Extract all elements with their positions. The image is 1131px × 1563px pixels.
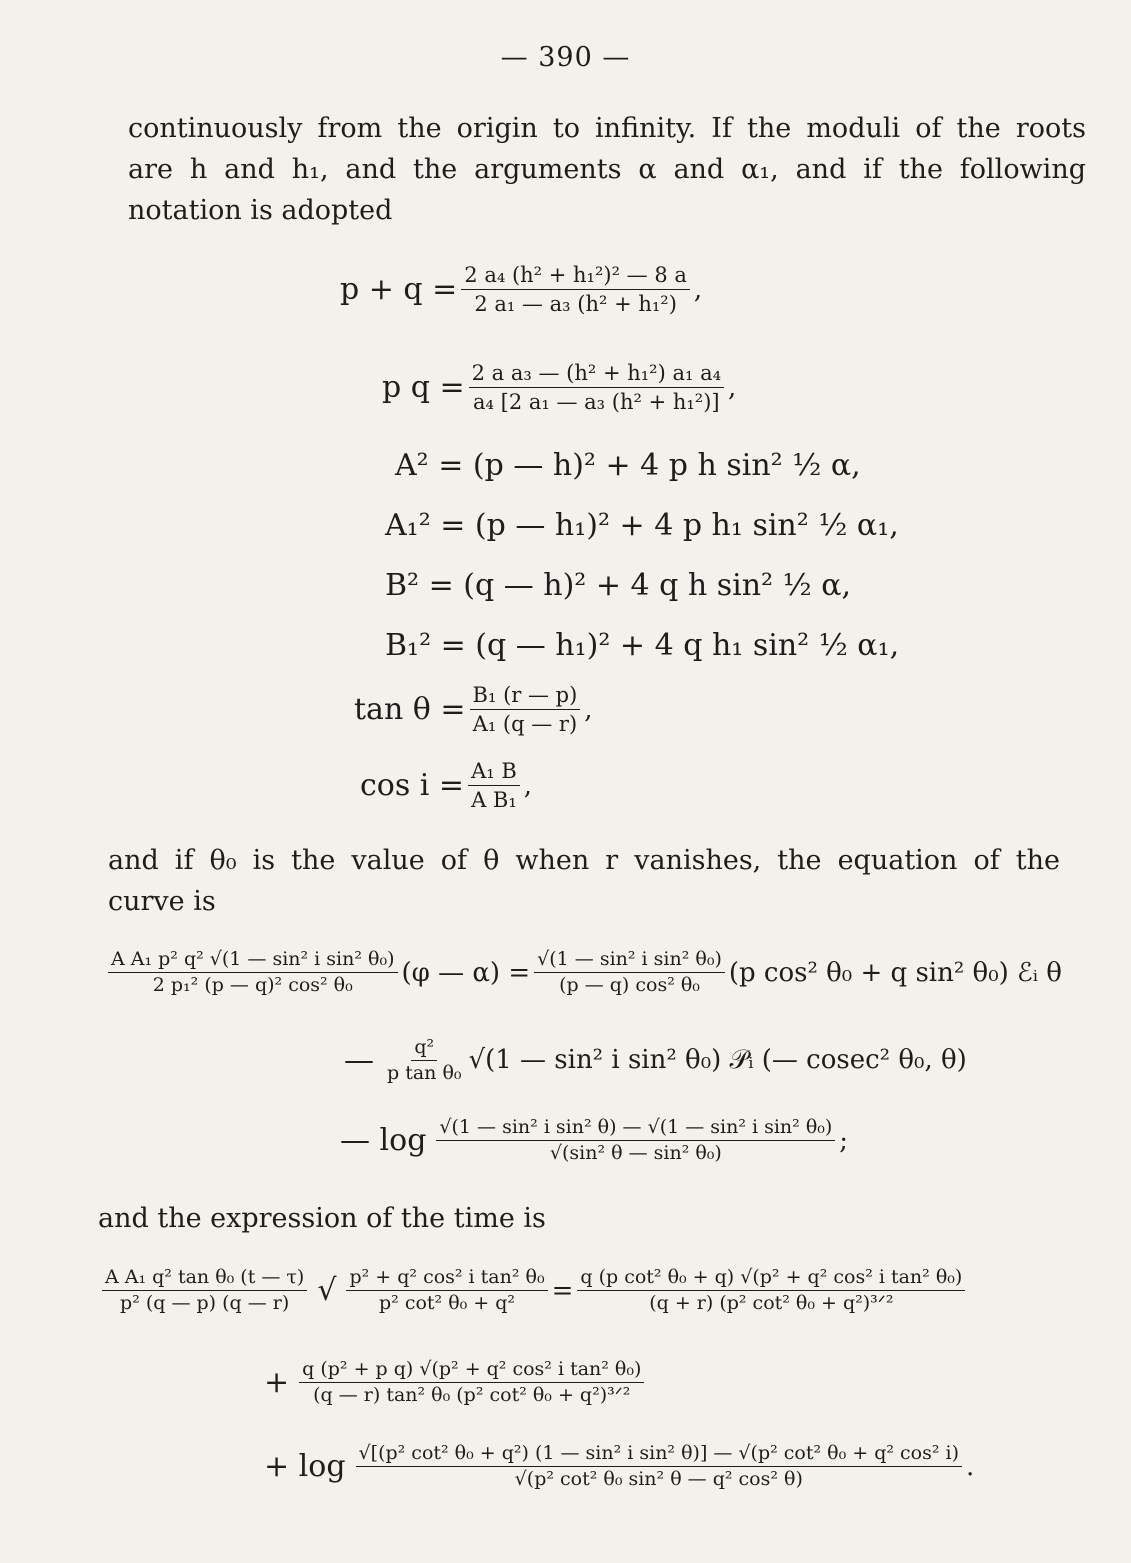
equation-B-squared: B² = (q — h)² + 4 q h sin² ½ α, (385, 568, 852, 603)
curve-equation-line-3 (334, 1116, 848, 1165)
denominator: √(sin² θ — sin² θ₀) (549, 1142, 722, 1164)
equation-term: (φ — α) = (401, 957, 531, 988)
time-equation-line-1 (98, 1266, 969, 1315)
time-equation-line-3 (258, 1442, 974, 1491)
equals-sign: = (551, 1275, 574, 1306)
equation-cos-i (360, 758, 532, 813)
equation-B1-squared: B₁² = (q — h₁)² + 4 q h₁ sin² ½ α₁, (385, 628, 900, 663)
equation-pq (382, 360, 736, 415)
punctuation: ; (839, 1125, 849, 1156)
page-number: — 390 — (500, 42, 631, 73)
numerator: √[(p² cot² θ₀ + q²) (1 — sin² i sin² θ)] — √(p² cot² θ₀ + q² cos² i) (356, 1442, 962, 1467)
fraction (356, 1442, 962, 1491)
curve-equation-line-2 (338, 1036, 967, 1085)
denominator: (q — r) tan² θ₀ (p² cot² θ₀ + q²)³ᐟ² (313, 1384, 631, 1406)
punctuation: . (966, 1451, 975, 1482)
numerator: A A₁ p² q² √(1 — sin² i sin² θ₀) (108, 948, 398, 973)
time-equation-line-2 (258, 1358, 648, 1407)
equation-lhs: p + q = (340, 272, 458, 307)
numerator: A₁ B (468, 758, 520, 786)
fraction (468, 758, 520, 813)
equation-lhs: cos i = (360, 768, 465, 803)
fraction (577, 1266, 965, 1315)
numerator: p² + q² cos² i tan² θ₀ (346, 1266, 547, 1291)
text-line: curve is (108, 886, 216, 917)
equation-lhs: tan θ = (354, 692, 466, 727)
denominator: p² (q — p) (q — r) (120, 1292, 290, 1314)
fraction (299, 1358, 644, 1407)
denominator: A B₁ (471, 788, 517, 812)
fraction (108, 948, 398, 997)
paragraph-intro (128, 108, 1086, 231)
numerator: A A₁ q² tan θ₀ (t — τ) (102, 1266, 307, 1291)
numerator: q (p cot² θ₀ + q) √(p² + q² cos² i tan² θ₀) (577, 1266, 965, 1291)
denominator: (p — q) cos² θ₀ (559, 974, 700, 996)
equation-lhs: p q = (382, 370, 465, 405)
fraction (384, 1036, 465, 1085)
equation-tan-theta (354, 682, 593, 737)
denominator: a₄ [2 a₁ — a₃ (h² + h₁²)] (473, 390, 720, 414)
equation-A1-squared: A₁² = (p — h₁)² + 4 p h₁ sin² ½ α₁, (385, 508, 899, 543)
equation-term: √(1 — sin² i sin² θ₀) 𝒫ᵢ (— cosec² θ₀, θ) (468, 1045, 967, 1075)
curve-equation-line-1 (104, 948, 1062, 997)
plus-sign: + (264, 1365, 290, 1400)
numerator: 2 a a₃ — (h² + h₁²) a₁ a₄ (469, 360, 724, 388)
equation-A-squared: A² = (p — h)² + 4 p h sin² ½ α, (395, 448, 861, 483)
numerator: q² (411, 1036, 437, 1061)
log-term: + log (264, 1449, 346, 1484)
fraction (102, 1266, 307, 1315)
fraction (470, 682, 581, 737)
numerator: B₁ (r — p) (470, 682, 581, 710)
text-line: are h and h₁, and the arguments α and α₁, and if the following (128, 154, 1086, 185)
denominator: 2 a₁ — a₃ (h² + h₁²) (474, 292, 677, 316)
denominator: p tan θ₀ (387, 1062, 462, 1084)
numerator: √(1 — sin² i sin² θ₀) (534, 948, 725, 973)
numerator: q (p² + p q) √(p² + q² cos² i tan² θ₀) (299, 1358, 644, 1383)
denominator: (q + r) (p² cot² θ₀ + q²)³ᐟ² (649, 1292, 894, 1314)
text-line: continuously from the origin to infinity. If the moduli of the roots (128, 113, 1086, 144)
fraction (534, 948, 725, 997)
punctuation: , (693, 274, 703, 305)
equation-p-plus-q (340, 262, 702, 317)
denominator: A₁ (q — r) (472, 712, 578, 736)
punctuation: , (523, 770, 533, 801)
numerator: 2 a₄ (h² + h₁²)² — 8 a (461, 262, 690, 290)
equation-term: (p cos² θ₀ + q sin² θ₀) ℰᵢ θ (728, 957, 1062, 988)
punctuation: , (728, 372, 737, 403)
text-line: and if θ₀ is the value of θ when r vanishes, the equation of the (108, 845, 1060, 876)
text-line: notation is adopted (128, 195, 393, 226)
fraction (346, 1266, 547, 1315)
log-term: — log (340, 1123, 427, 1158)
paragraph-middle (108, 840, 1060, 922)
fraction (469, 360, 724, 415)
punctuation: , (584, 694, 593, 725)
numerator: √(1 — sin² i sin² θ) — √(1 — sin² i sin² θ₀) (436, 1116, 835, 1141)
radical-sign: √ (317, 1273, 337, 1308)
fraction (461, 262, 690, 317)
denominator: 2 p₁² (p — q)² cos² θ₀ (152, 974, 353, 996)
denominator: p² cot² θ₀ + q² (379, 1292, 516, 1314)
fraction (436, 1116, 835, 1165)
denominator: √(p² cot² θ₀ sin² θ — q² cos² θ) (514, 1468, 803, 1490)
paragraph-time (98, 1198, 998, 1239)
minus-sign: — (344, 1043, 374, 1078)
text-line: and the expression of the time is (98, 1203, 546, 1234)
